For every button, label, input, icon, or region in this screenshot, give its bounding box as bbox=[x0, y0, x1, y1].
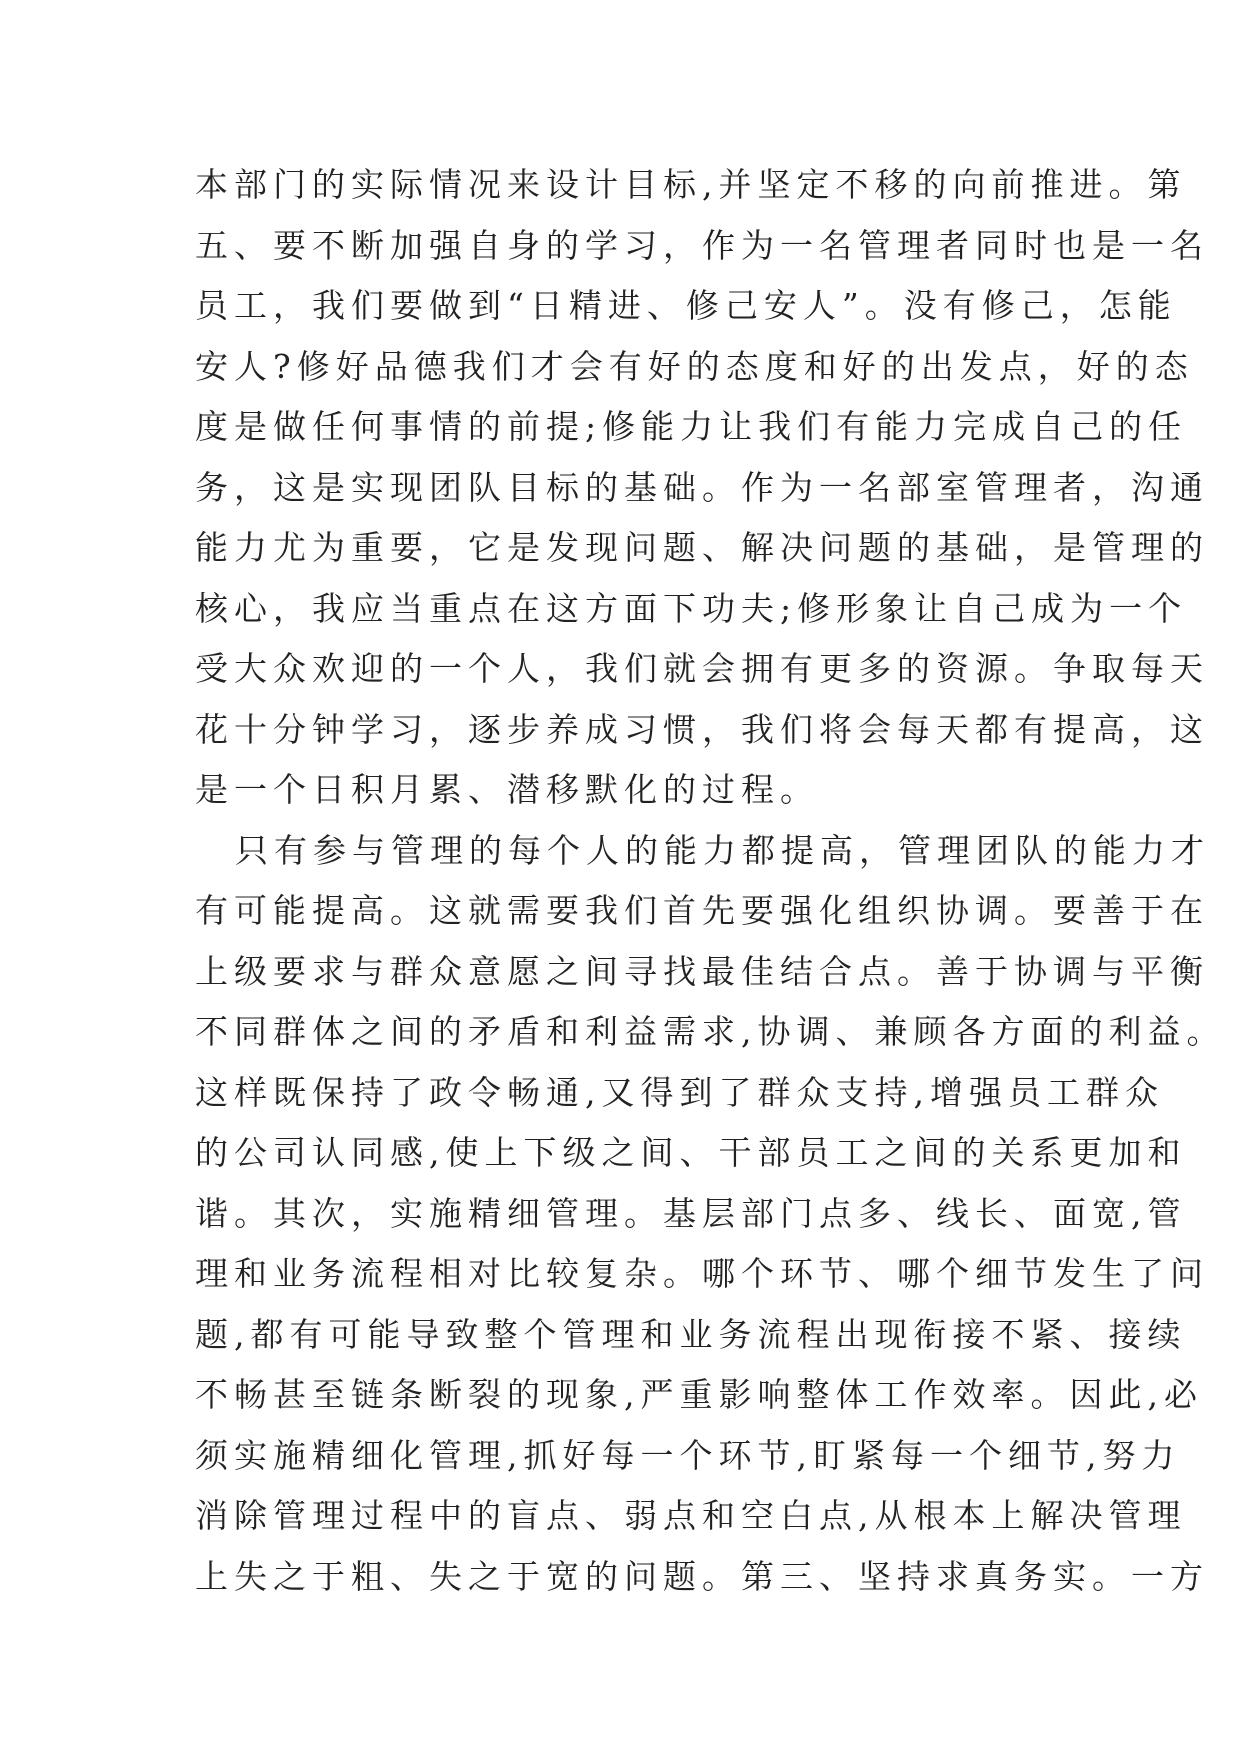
text-line: 安人?修好品德我们才会有好的态度和好的出发点，好的态 bbox=[195, 346, 1194, 386]
text-line: 消除管理过程中的盲点、弱点和空白点,从根本上解决管理 bbox=[195, 1496, 1187, 1535]
text-line: 花十分钟学习，逐步养成习惯，我们将会每天都有提高，这 bbox=[195, 709, 1209, 749]
text-line: 员工，我们要做到“日精进、修己安人”。没有修己，怎能 bbox=[195, 286, 1177, 325]
text-line: 度是做任何事情的前提;修能力让我们有能力完成自己的任 bbox=[195, 407, 1188, 446]
text-line: 核心，我应当重点在这方面下功夫;修形象让自己成为一个 bbox=[195, 588, 1188, 628]
text-line: 不同群体之间的矛盾和利益需求,协调、兼顾各方面的利益。 bbox=[195, 1012, 1226, 1051]
text-line: 受大众欢迎的一个人，我们就会拥有更多的资源。争取每天 bbox=[195, 649, 1209, 688]
text-line: 谐。其次，实施精细管理。基层部门点多、线长、面宽,管 bbox=[195, 1193, 1187, 1233]
text-line: 能力尤为重要，它是发现问题、解决问题的基础，是管理的 bbox=[195, 528, 1209, 567]
text-line: 有可能提高。这就需要我们首先要强化组织协调。要善于在 bbox=[195, 891, 1209, 930]
text-line: 不畅甚至链条断裂的现象,严重影响整体工作效率。因此,必 bbox=[195, 1375, 1203, 1414]
text-line: 这样既保持了政令畅通,又得到了群众支持,增强员工群众 bbox=[195, 1072, 1164, 1112]
text-line: 本部门的实际情况来设计目标,并坚定不移的向前推进。第 bbox=[195, 165, 1187, 204]
text-line: 理和业务流程相对比较复杂。哪个环节、哪个细节发生了问 bbox=[195, 1254, 1209, 1293]
text-line: 须实施精细化管理,抓好每一个环节,盯紧每一个细节,努力 bbox=[195, 1435, 1181, 1475]
text-line: 上级要求与群众意愿之间寻找最佳结合点。善于协调与平衡 bbox=[195, 951, 1209, 991]
text-line: 上失之于粗、失之于宽的问题。第三、坚持求真务实。一方 bbox=[195, 1556, 1209, 1596]
text-line: 务，这是实现团队目标的基础。作为一名部室管理者，沟通 bbox=[195, 467, 1209, 507]
text-line: 五、要不断加强自身的学习，作为一名管理者同时也是一名 bbox=[195, 225, 1209, 265]
paragraph-start-line: 只有参与管理的每个人的能力都提高，管理团队的能力才 bbox=[235, 830, 1210, 870]
text-line: 的公司认同感,使上下级之间、干部员工之间的关系更加和 bbox=[195, 1133, 1187, 1172]
text-line: 题,都有可能导致整个管理和业务流程出现衔接不紧、接续 bbox=[195, 1314, 1187, 1354]
body-text bbox=[195, 155, 1226, 1607]
text-line: 是一个日积月累、潜移默化的过程。 bbox=[195, 770, 819, 809]
